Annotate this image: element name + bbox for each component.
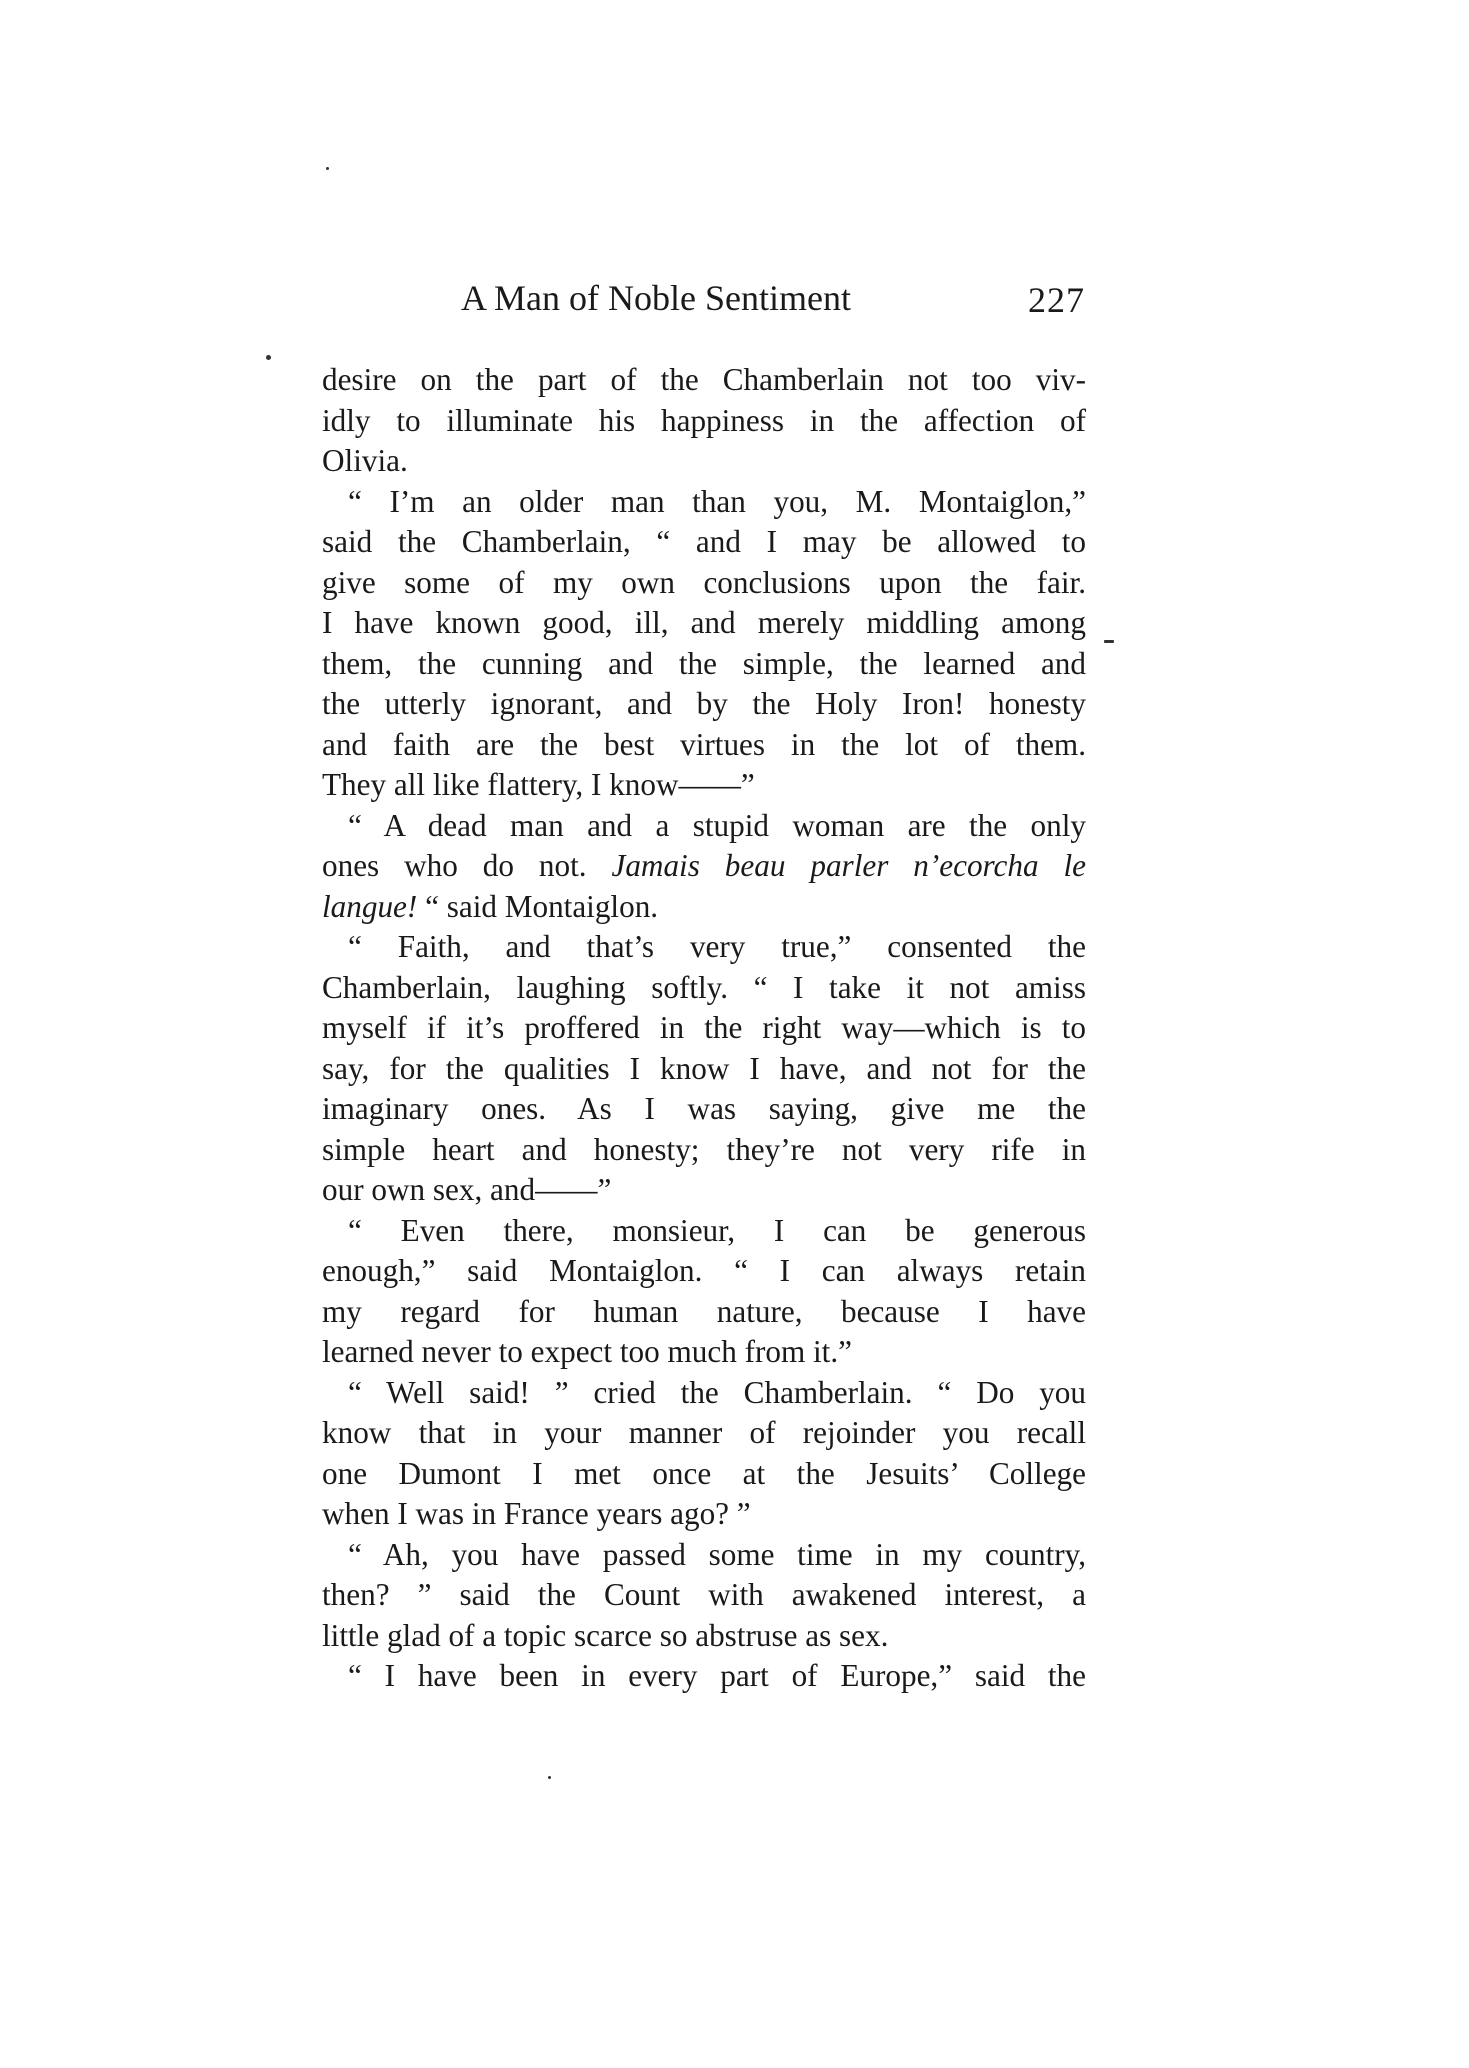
italic-french-phrase: Jamais beau parler n’ecorcha le (611, 848, 1086, 883)
text-line: learned never to expect too much from it.” (322, 1334, 852, 1369)
text-line: “ Well said! ” cried the Chamberlain. “ Do you (348, 1374, 1086, 1410)
text-line: them, the cunning and the simple, the learned and (322, 645, 1086, 681)
text-line: “ I’m an older man than you, M. Montaiglon,” (348, 483, 1086, 519)
text-segment: ones who do not. (322, 848, 587, 883)
scan-speck (326, 167, 329, 170)
text-line: when I was in France years ago? ” (322, 1496, 751, 1531)
text-line: say, for the qualities I know I have, and not for the (322, 1050, 1086, 1086)
text-line: myself if it’s proffered in the right way—which is to (322, 1010, 1086, 1045)
text-line: I have known good, ill, and merely middling among (322, 605, 1086, 640)
scan-speck (266, 355, 271, 360)
text-line: one Dumont I met once at the Jesuits’ College (322, 1455, 1086, 1491)
text-line: desire on the part of the Chamberlain not too viv- (322, 362, 1086, 397)
text-line: imaginary ones. As I was saying, give me the (322, 1091, 1086, 1126)
text-line: the utterly ignorant, and by the Holy Iron! honesty (322, 686, 1086, 721)
text-line: and faith are the best virtues in the lot of them. (322, 726, 1086, 762)
italic-french-word: langue! (322, 888, 418, 924)
text-line: simple heart and honesty; they’re not very rife in (322, 1131, 1086, 1167)
text-line: “ Even there, monsieur, I can be generous (348, 1212, 1086, 1248)
text-line: my regard for human nature, because I have (322, 1293, 1086, 1329)
text-line: know that in your manner of rejoinder you recall (322, 1415, 1086, 1450)
text-line-mixed (322, 846, 1086, 887)
running-title: A Man of Noble Sentiment (461, 278, 851, 318)
body-text (322, 360, 1086, 1697)
scan-speck (1104, 640, 1114, 643)
text-line-mixed (322, 887, 1086, 928)
text-line: They all like flattery, I know——” (322, 767, 755, 802)
text-line: little glad of a topic scarce so abstruse as sex. (322, 1617, 889, 1653)
text-line: “ Ah, you have passed some time in my country, (348, 1536, 1086, 1572)
text-line: our own sex, and——” (322, 1172, 612, 1207)
text-line: said the Chamberlain, “ and I may be allowed to (322, 524, 1086, 559)
text-line: idly to illuminate his happiness in the affection of (322, 402, 1086, 438)
scan-speck (548, 1776, 551, 1779)
text-line: “ I have been in every part of Europe,” said the (348, 1658, 1086, 1693)
text-line: Olivia. (322, 443, 408, 478)
text-line: then? ” said the Count with awakened interest, a (322, 1577, 1086, 1612)
text-segment: “ said Montaiglon. (425, 888, 659, 924)
text-line: enough,” said Montaiglon. “ I can always retain (322, 1253, 1086, 1288)
text-line: “ Faith, and that’s very true,” consented the (348, 929, 1086, 964)
page-header (455, 272, 1095, 324)
text-line: give some of my own conclusions upon the fair. (322, 564, 1086, 600)
text-line: Chamberlain, laughing softly. “ I take it not amiss (322, 969, 1086, 1005)
text-line: “ A dead man and a stupid woman are the only (348, 807, 1086, 843)
page-number: 227 (1028, 280, 1085, 320)
